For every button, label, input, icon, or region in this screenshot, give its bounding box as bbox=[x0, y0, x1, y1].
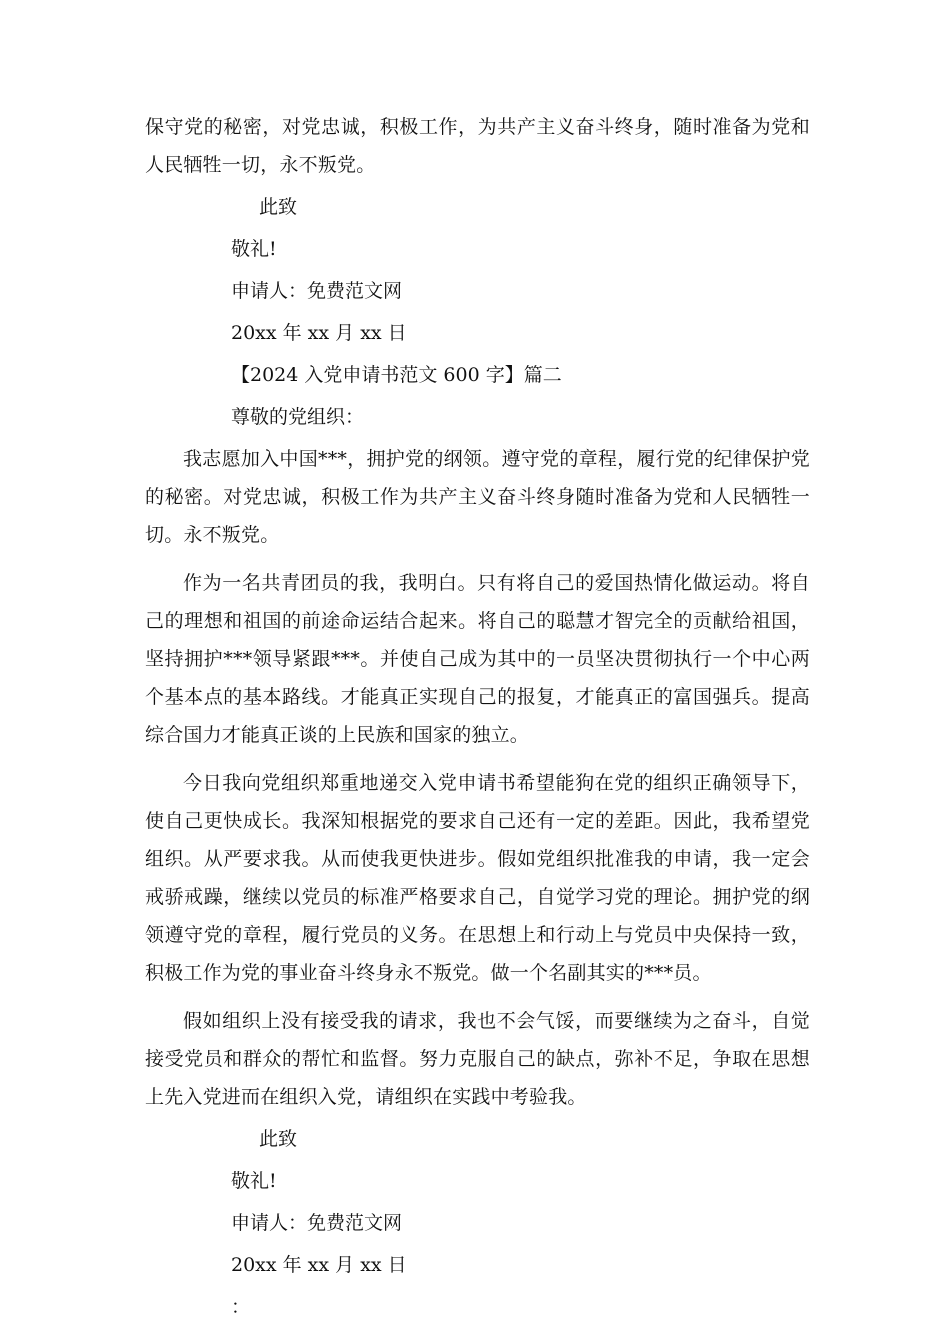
section-heading: 【2024 入党申请书范文 600 字】篇二 bbox=[231, 364, 562, 386]
body-paragraph-2: 作为一名共青团员的我，我明白。只有将自己的爱国热情化做运动。将自己的理想和祖国的前途命运结合起来。将自己的聪慧才智完全的贡献给祖国，坚持拥护***领导紧跟***。并使自己成为其中的一员坚决贯彻执行一个中心两个基本点的基本路线。才能真正实现自己的报复，才能真正的富国强兵。提高综合国力才能真正谈的上民族和国家的独立。 bbox=[145, 572, 810, 746]
application-date: 20xx 年 xx 月 xx 日 bbox=[231, 322, 407, 344]
continued-paragraph: 保守党的秘密，对党忠诚，积极工作，为共产主义奋斗终身，随时准备为党和人民牺牲一切，永不叛党。 bbox=[145, 116, 810, 176]
applicant-name-2: 申请人：免费范文网 bbox=[231, 1212, 403, 1234]
salutation-jingli-2: 敬礼! bbox=[231, 1170, 277, 1192]
trailing-mark: ： bbox=[231, 1296, 251, 1318]
body-paragraph-3: 今日我向党组织郑重地递交入党申请书希望能狗在党的组织正确领导下，使自己更快成长。我深知根据党的要求自己还有一定的差距。因此，我希望党组织。从严要求我。从而使我更快进步。假如党组织批准我的申请，我一定会戒骄戒躁，继续以党员的标准严格要求自己，自觉学习党的理论。拥护党的纲领遵守党的章程，履行党员的义务。在思想上和行动上与党员中央保持一致，积极工作为党的事业奋斗终身永不叛党。做一个名副其实的***员。 bbox=[145, 772, 810, 984]
application-date-2: 20xx 年 xx 月 xx 日 bbox=[231, 1254, 407, 1276]
salutation-jingli: 敬礼! bbox=[231, 238, 277, 260]
document-page bbox=[145, 108, 810, 1326]
applicant-name: 申请人：免费范文网 bbox=[231, 280, 403, 302]
body-paragraph-1: 我志愿加入中国***，拥护党的纲领。遵守党的章程，履行党的纪律保护党的秘密。对党忠诚，积极工作为共产主义奋斗终身随时准备为党和人民牺牲一切。永不叛党。 bbox=[145, 448, 810, 546]
salutation-cizhi-2: 此致 bbox=[259, 1128, 298, 1150]
salutation-cizhi: 此致 bbox=[259, 196, 298, 218]
body-paragraph-4: 假如组织上没有接受我的请求，我也不会气馁，而要继续为之奋斗，自觉接受党员和群众的帮忙和监督。努力克服自己的缺点，弥补不足，争取在思想上先入党进而在组织入党，请组织在实践中考验我。 bbox=[145, 1010, 810, 1108]
greeting: 尊敬的党组织： bbox=[231, 406, 365, 428]
